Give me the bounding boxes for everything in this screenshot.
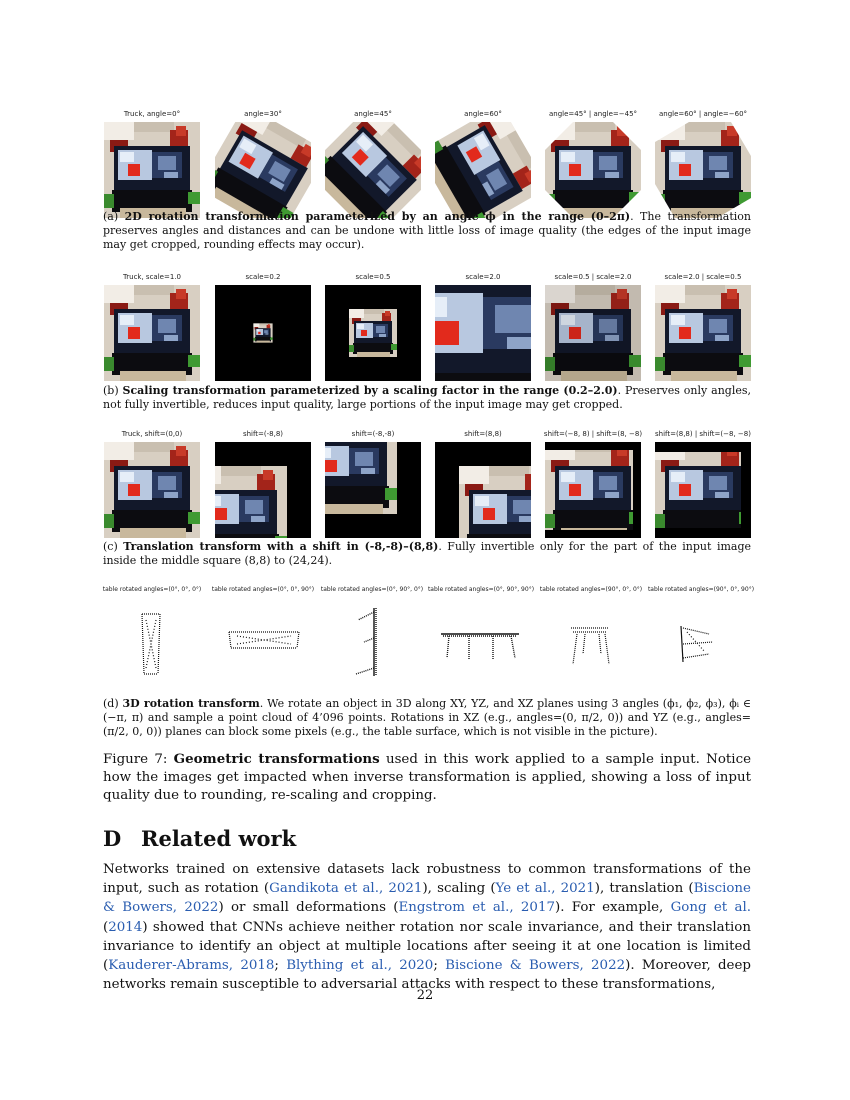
caption-text: . The transformation preserves angles and distances and can be undone with little loss of image quality (the edges of the input image may get cropped, rounding effects may occur). bbox=[103, 210, 752, 251]
page-number: 22 bbox=[416, 988, 434, 1003]
caption-text: . We rotate an object in 3D along XY, YZ, and XZ planes using 3 angles (ϕ₁, ϕ₂, ϕ₃), ϕᵢ ∈ (−π, π) and sample a point cloud of 4’096 points. Rotations in XZ (e.g., angles=(0, π/2, 0)) and YZ (e.g., angles=(π/2, 0, 0)) planes can block some pixels (e.g., the table surface, which is not visible in the picture). bbox=[103, 697, 751, 738]
translation-row bbox=[104, 430, 754, 540]
shifted-thumbnail bbox=[435, 442, 531, 538]
text: Networks trained on extensive datasets lack robustness to common transformations of the input, such as rotation ( bbox=[103, 862, 751, 897]
citation-link[interactable]: Biscione & Bowers, 2022 bbox=[445, 958, 626, 974]
figure-text: used in this work applied to a sample input. Notice how the images get impacted when inverse transformation is applied, showing a loss of input quality due to rounding, re-scaling and cropping. bbox=[103, 752, 752, 803]
rotated-thumbnail bbox=[215, 122, 311, 218]
scaling-row bbox=[104, 273, 754, 383]
table-pointcloud bbox=[543, 598, 639, 682]
panel-label: shift=(-8,-8) bbox=[351, 430, 395, 438]
text: ). Moreover, deep networks remain susceptible to adversarial attacks with respect to these transformations, bbox=[103, 958, 751, 993]
caption-prefix: (b) bbox=[103, 384, 123, 397]
body-paragraph bbox=[103, 860, 751, 994]
citation-link[interactable]: 2014 bbox=[108, 919, 143, 935]
panel-label: Truck, scale=1.0 bbox=[123, 273, 181, 281]
table-pointcloud bbox=[653, 598, 749, 682]
figure-bold: Geometric transformations bbox=[173, 751, 380, 767]
citation-link[interactable]: Engstrom et al., 2017 bbox=[398, 900, 555, 916]
caption-prefix: (c) bbox=[103, 540, 124, 553]
panel-label: Truck, shift=(0,0) bbox=[121, 430, 183, 438]
table-pointcloud bbox=[104, 598, 200, 682]
caption-bold: Translation transform with a shift in (-8,-8)–(8,8) bbox=[123, 540, 439, 553]
section-title: Related work bbox=[141, 826, 297, 851]
caption-text: . Fully invertible only for the part of the input image inside the middle square (8,8) to (24,24). bbox=[103, 540, 751, 567]
figure-caption bbox=[103, 750, 751, 805]
rotated-inverse-thumbnail bbox=[545, 122, 641, 218]
panel-label: scale=2.0 | scale=0.5 bbox=[664, 273, 742, 281]
truck-thumbnail bbox=[104, 442, 200, 538]
panel-label: angle=45° bbox=[354, 110, 392, 118]
panel-label: shift=(-8,8) bbox=[242, 430, 284, 438]
panel-label: table rotated angles=(90°, 0°, 90°) bbox=[647, 586, 755, 593]
pointcloud-panel bbox=[427, 586, 535, 682]
text: ) or small deformations ( bbox=[218, 900, 399, 916]
caption-text: . Preserves only angles, not fully invertible, reduces input quality, large portions of the input image may get cropped. bbox=[103, 384, 752, 411]
panel-label: shift=(−8, 8) | shift=(8, −8) bbox=[543, 430, 643, 438]
panel-label: table rotated angles=(0°, 90°, 0°) bbox=[320, 586, 424, 593]
citation-link[interactable]: Kauderer-Abrams, 2018 bbox=[108, 958, 275, 974]
citation-link[interactable]: Biscione & Bowers, 2022 bbox=[103, 881, 751, 916]
truck-thumbnail bbox=[104, 122, 200, 218]
panel-label: angle=30° bbox=[244, 110, 282, 118]
caption-prefix: (a) bbox=[103, 210, 125, 223]
panel-label: Truck, angle=0° bbox=[123, 110, 181, 118]
rotated-inverse-thumbnail bbox=[655, 122, 751, 218]
caption-3d-rotation bbox=[103, 697, 751, 739]
panel-label: angle=45° | angle=−45° bbox=[548, 110, 638, 118]
panel-label: scale=0.5 bbox=[355, 273, 391, 281]
panel-label: scale=2.0 bbox=[465, 273, 501, 281]
table-pointcloud bbox=[433, 598, 529, 682]
pointcloud-panel bbox=[320, 586, 424, 682]
scaled-inverse-thumbnail bbox=[655, 285, 751, 381]
table-pointcloud bbox=[215, 598, 311, 682]
rotation-row bbox=[104, 110, 754, 220]
caption-prefix: (d) bbox=[103, 697, 123, 710]
shifted-thumbnail bbox=[325, 442, 421, 538]
scaled-inverse-thumbnail bbox=[545, 285, 641, 381]
figure-label: Figure 7: bbox=[103, 752, 174, 767]
shifted-inverse-thumbnail bbox=[655, 442, 751, 538]
citation-link[interactable]: Gandikota et al., 2021 bbox=[269, 881, 423, 897]
panel-label: angle=60° bbox=[464, 110, 502, 118]
section-heading bbox=[103, 826, 296, 851]
pointcloud-panel bbox=[211, 586, 315, 682]
rotated-thumbnail bbox=[325, 122, 421, 218]
text: ), scaling ( bbox=[422, 881, 496, 897]
caption-bold: 2D rotation transformation parameterized by an angle ϕ in the range (0–2π) bbox=[124, 210, 631, 223]
panel-label: table rotated angles=(0°, 90°, 90°) bbox=[427, 586, 535, 593]
caption-translation bbox=[103, 540, 751, 568]
rotated-thumbnail bbox=[435, 122, 531, 218]
panel-label: angle=60° | angle=−60° bbox=[658, 110, 748, 118]
text: ), translation ( bbox=[594, 881, 694, 897]
panel-label: table rotated angles=(0°, 0°, 90°) bbox=[211, 586, 315, 593]
text: ) showed that CNNs achieve neither rotation nor scale invariance, and their translation invariance to identify an object at multiple locations after seeing it at one location is limited ( bbox=[103, 919, 751, 974]
caption-bold: 3D rotation transform bbox=[122, 697, 260, 710]
text: ; bbox=[433, 958, 446, 974]
truck-thumbnail bbox=[104, 285, 200, 381]
citation-link[interactable]: Ye et al., 2021 bbox=[495, 881, 595, 897]
pointcloud-panel bbox=[102, 586, 202, 682]
caption-scaling bbox=[103, 384, 751, 412]
pointcloud-panel bbox=[539, 586, 643, 682]
panel-label: shift=(8,8) | shift=(−8, −8) bbox=[655, 430, 751, 438]
section-number: D bbox=[103, 826, 122, 851]
pointcloud-panel bbox=[647, 586, 755, 682]
table-pointcloud bbox=[324, 598, 420, 682]
text: ). For example, bbox=[554, 900, 671, 916]
panel-label: scale=0.5 | scale=2.0 bbox=[554, 273, 632, 281]
shifted-inverse-thumbnail bbox=[545, 442, 641, 538]
text: ; bbox=[274, 958, 287, 974]
caption-rotation bbox=[103, 210, 751, 252]
citation-link[interactable]: Gong et al. bbox=[670, 900, 752, 916]
citation-link[interactable]: Blything et al., 2020 bbox=[286, 958, 434, 974]
caption-bold: Scaling transformation parameterized by a scaling factor in the range (0.2–2.0) bbox=[122, 384, 618, 397]
scaled-thumbnail bbox=[215, 285, 311, 381]
shifted-thumbnail bbox=[215, 442, 311, 538]
panel-label: shift=(8,8) bbox=[464, 430, 502, 438]
scaled-thumbnail bbox=[435, 285, 531, 381]
panel-label: scale=0.2 bbox=[245, 273, 281, 281]
panel-label: table rotated angles=(90°, 0°, 0°) bbox=[539, 586, 643, 593]
scaled-thumbnail bbox=[325, 285, 421, 381]
panel-label: table rotated angles=(0°, 0°, 0°) bbox=[102, 586, 202, 593]
text: ( bbox=[103, 919, 109, 935]
